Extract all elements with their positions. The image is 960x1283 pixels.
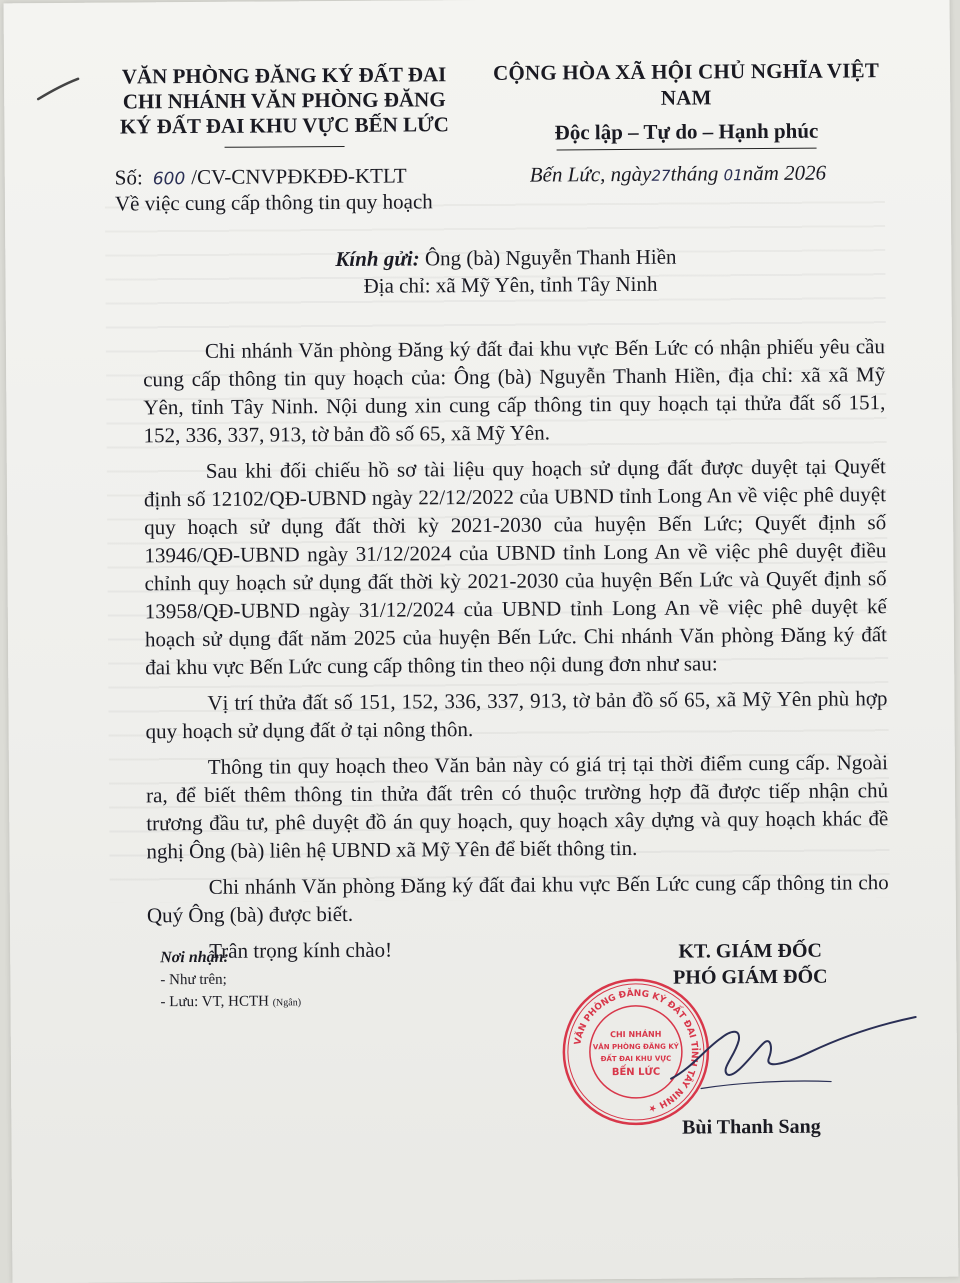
document-number (115, 164, 407, 191)
distribution-list (160, 946, 301, 1015)
recipient-block (335, 244, 677, 300)
svg-text:VĂN PHÒNG ĐĂNG KÝ ĐẤT ĐAI TỈNH: VĂN PHÒNG ĐĂNG KÝ ĐẤT ĐAI TỈNH TÂY NINH ★ (573, 988, 699, 1114)
body-paragraph-1: Chi nhánh Văn phòng Đăng ký đất đai khu vực Bến Lức có nhận phiếu yêu cầu cung cấp thông tin quy hoạch của: Ông (bà) Nguyễn Thanh Hiền, địa chỉ: xã xã Mỹ Yên, tỉnh Tây Ninh. Nội dung xin cung cấp thông tin quy hoạch tại thửa đất số 151, 152, 336, 337, 913, tờ bản đồ số 65, xã Mỹ Yên. (143, 334, 886, 448)
handwritten-number: 600 (152, 169, 186, 190)
country-name: CỘNG HÒA XÃ HỘI CHỦ NGHĨA VIỆT NAM (492, 58, 880, 110)
place-date-prefix: Bến Lức, ngày (529, 161, 652, 187)
svg-text:ĐẤT ĐAI KHU VỰC: ĐẤT ĐAI KHU VỰC (600, 1054, 672, 1064)
issuing-agency (99, 62, 470, 149)
national-heading (476, 57, 897, 151)
number-code: /CV-CNVPĐKĐĐ-KTLT (191, 163, 407, 190)
number-label: Số: (114, 165, 143, 190)
body-paragraph-5: Chi nhánh Văn phòng Đăng ký đất đai khu vực Bến Lức cung cấp thông tin cho Quý Ông (bà) được biết. (146, 870, 889, 928)
handwritten-day: 27 (651, 166, 671, 185)
distribution-item-1: - Như trên; (160, 971, 227, 989)
letter-body (143, 332, 889, 973)
body-paragraph-3: Vị trí thửa đất số 151, 152, 336, 337, 913, tờ bản đồ số 65, xã Mỹ Yên phù hợp quy hoạch sử dụng đất ở tại nông thôn. (145, 686, 888, 744)
recipient-name: Ông (bà) Nguyễn Thanh Hiền (424, 244, 677, 271)
recipient-address: Địa chỉ: xã Mỹ Yên, tỉnh Tây Ninh (363, 271, 658, 298)
agency-branch-line1: CHI NHÁNH VĂN PHÒNG ĐĂNG (122, 87, 446, 114)
svg-text:VĂN PHÒNG ĐĂNG KÝ: VĂN PHÒNG ĐĂNG KÝ (592, 1042, 679, 1052)
archive-note: (Ngân) (272, 997, 302, 1009)
handwritten-month: 01 (723, 166, 743, 185)
signatory-title-1: KT. GIÁM ĐỐC (678, 939, 823, 963)
document-page (4, 0, 959, 1283)
distribution-item-2: - Lưu: VT, HCTH (Ngân) (160, 993, 302, 1011)
signer-name: Bùi Thanh Sang (682, 1115, 821, 1139)
svg-text:CHI NHÁNH: CHI NHÁNH (610, 1029, 662, 1040)
pen-stroke-mark (34, 73, 84, 103)
closing-greeting: Trân trọng kính chào! (209, 937, 393, 963)
signatory-title-2: PHÓ GIÁM ĐỐC (673, 965, 828, 989)
recipient-label: Kính gửi: (335, 246, 420, 272)
year-text: năm 2026 (742, 160, 827, 186)
document-subject: Về việc cung cấp thông tin quy hoạch (114, 189, 433, 216)
motto-underline (557, 148, 817, 151)
svg-text:BẾN LỨC: BẾN LỨC (611, 1066, 661, 1079)
agency-parent: VĂN PHÒNG ĐĂNG KÝ ĐẤT ĐAI (121, 62, 447, 89)
place-and-date (530, 161, 827, 188)
national-motto: Độc lập – Tự do – Hạnh phúc (554, 118, 819, 145)
handwritten-signature (661, 1007, 922, 1109)
agency-underline (225, 146, 345, 148)
body-paragraph-2: Sau khi đối chiếu hồ sơ tài liệu quy hoạch sử dụng đất được duyệt tại Quyết định số 12102/QĐ-UBND ngày 22/12/2022 của UBND tỉnh Long An về việc phê duyệt quy hoạch sử dụng đất thời kỳ 2021-2030 của huyện Bến Lức; Quyết định số 13946/QĐ-UBND ngày 31/12/2024 của UBND tỉnh Long An về việc phê duyệt điều chỉnh quy hoạch sử dụng đất thời kỳ 2021-2030 của huyện Bến Lức và Quyết định số 13958/QĐ-UBND ngày 31/12/2024 của UBND tỉnh Long An về việc phê duyệt kế hoạch sử dụng đất năm 2025 của huyện Bến Lức. Chi nhánh Văn phòng Đăng ký đất đai khu vực Bến Lức cung cấp thông tin theo nội dung đơn như sau: (143, 454, 888, 680)
body-paragraph-4: Thông tin quy hoạch theo Văn bản này có giá trị tại thời điểm cung cấp. Ngoài ra, để biết thêm thông tin thửa đất trên có thuộc trường hợp đã được tiếp nhận chủ trương đầu tư, phê duyệt đồ án quy hoạch, quy hoạch xây dựng và quy hoạch khác đề nghị Ông (bà) liên hệ UBND xã Mỹ Yên để biết thông tin. (145, 750, 889, 864)
distribution-title: Nơi nhận: (160, 948, 229, 967)
agency-branch-line2: KÝ ĐẤT ĐAI KHU VỰC BẾN LỨC (119, 112, 449, 139)
month-label: tháng (670, 161, 719, 186)
